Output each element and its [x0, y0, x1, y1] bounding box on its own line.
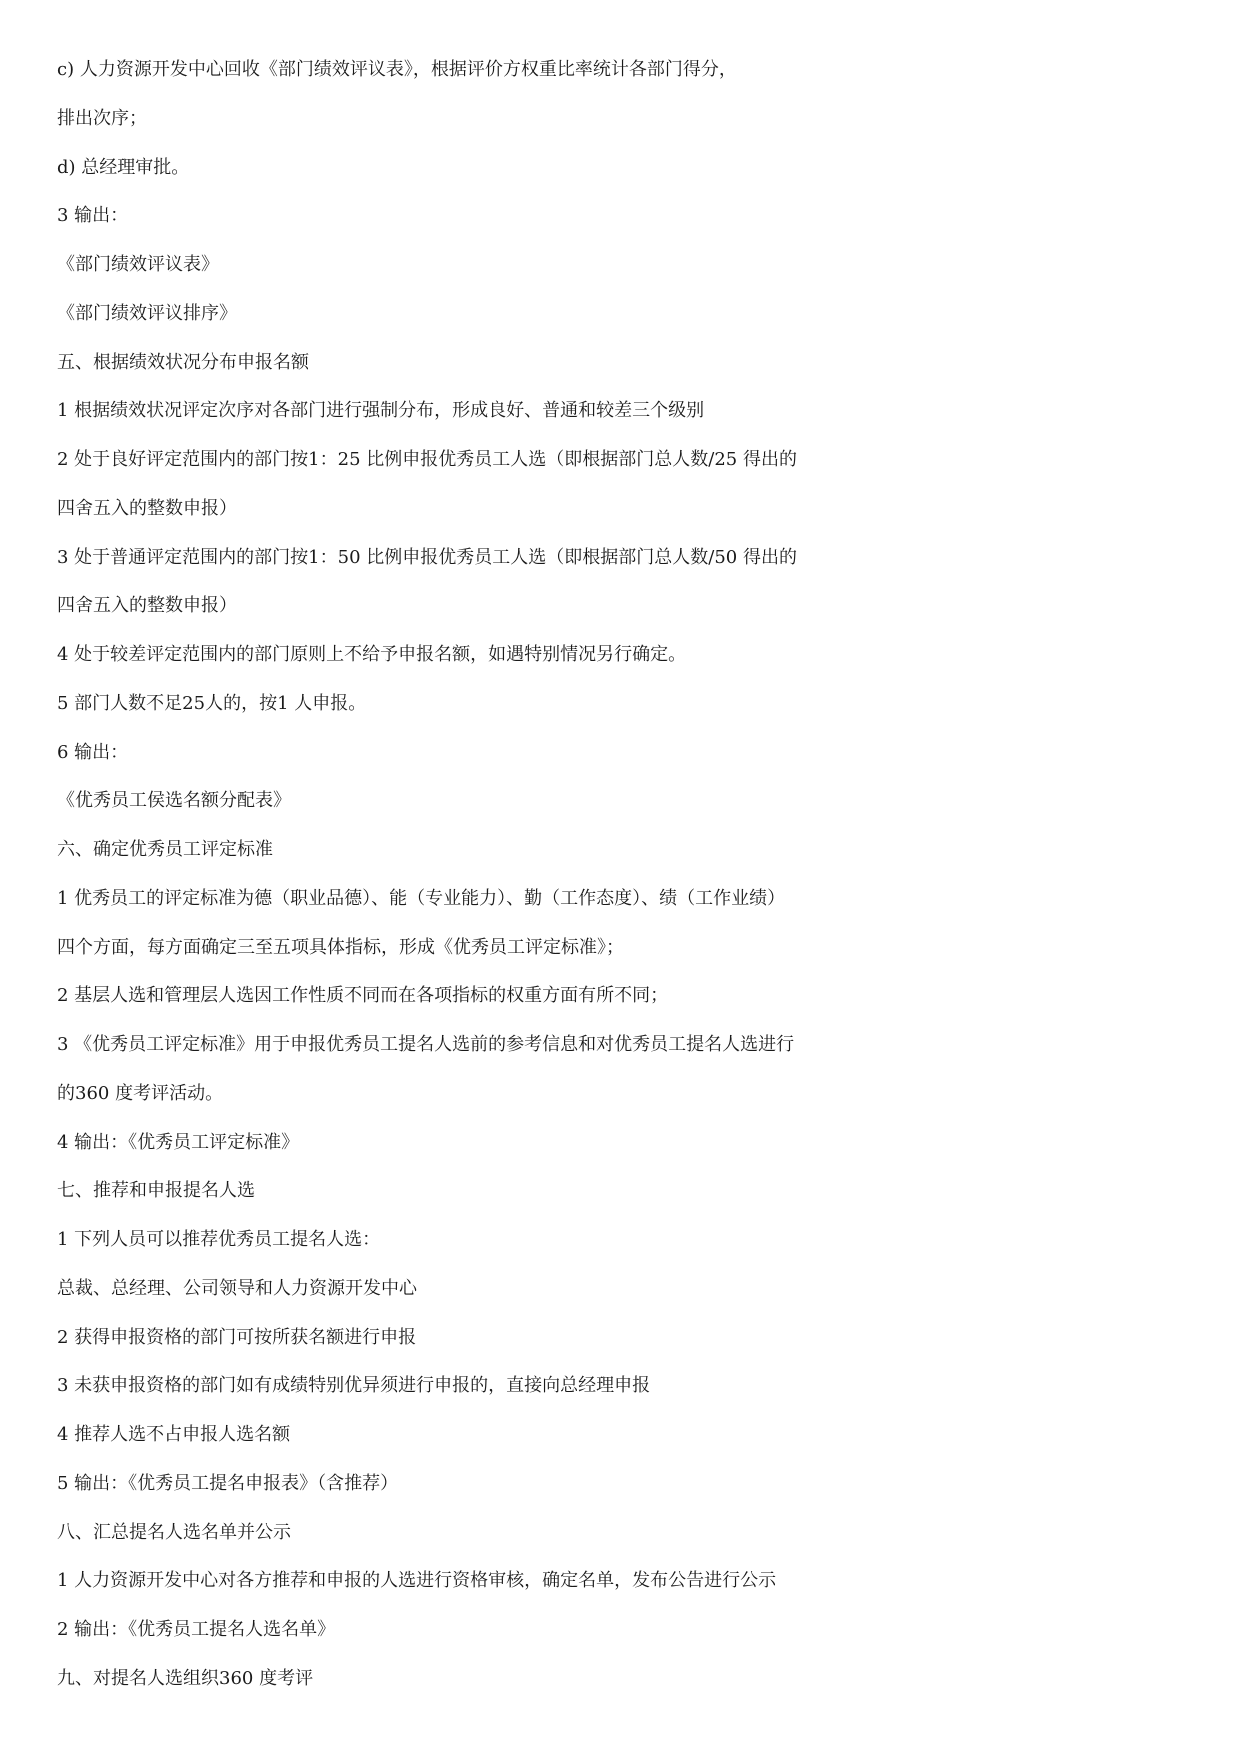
text-line: 2 处于良好评定范围内的部门按1：25 比例申报优秀员工人选（即根据部门总人数/25 得出的	[57, 449, 797, 470]
text-line: 1 下列人员可以推荐优秀员工提名人选：	[57, 1229, 381, 1250]
text-line: 4 处于较差评定范围内的部门原则上不给予申报名额，如遇特别情况另行确定。	[57, 644, 687, 665]
text-line: 5 部门人数不足25人的，按1 人申报。	[57, 692, 367, 714]
text-line: 4 输出：《优秀员工评定标准》	[57, 1131, 300, 1153]
text-line: 2 获得申报资格的部门可按所获名额进行申报	[57, 1326, 417, 1348]
text-line: 四舍五入的整数申报）	[57, 595, 237, 617]
text-line: 排出次序；	[57, 107, 147, 129]
section-heading: 五、根据绩效状况分布申报名额	[57, 351, 309, 373]
section-heading: 六、确定优秀员工评定标准	[57, 839, 273, 860]
text-line: 4 推荐人选不占申报人选名额	[57, 1424, 291, 1445]
text-line: 总裁、总经理、公司领导和人力资源开发中心	[57, 1277, 417, 1299]
text-line: 3 《优秀员工评定标准》用于申报优秀员工提名人选前的参考信息和对优秀员工提名人选进行	[57, 1034, 795, 1055]
document-body	[57, 58, 1177, 1716]
text-line: 1 根据绩效状况评定次序对各部门进行强制分布，形成良好、普通和较差三个级别	[57, 400, 705, 422]
text-line: 的360 度考评活动。	[57, 1082, 224, 1104]
text-line: 6 输出：	[57, 741, 129, 763]
text-line: 1 优秀员工的评定标准为德（职业品德）、能（专业能力）、勤（工作态度）、绩（工作业绩）	[57, 887, 786, 909]
text-line: c) 人力资源开发中心回收《部门绩效评议表》，根据评价方权重比率统计各部门得分，	[57, 59, 737, 80]
text-line: d) 总经理审批。	[57, 156, 190, 178]
text-line: 1 人力资源开发中心对各方推荐和申报的人选进行资格审核，确定名单，发布公告进行公示	[57, 1570, 777, 1592]
section-heading: 八、汇总提名人选名单并公示	[57, 1521, 291, 1543]
text-line: 5 输出：《优秀员工提名申报表》（含推荐）	[57, 1472, 399, 1494]
text-line: 《部门绩效评议排序》	[57, 302, 237, 324]
section-heading: 七、推荐和申报提名人选	[57, 1180, 255, 1202]
text-line: 四个方面，每方面确定三至五项具体指标，形成《优秀员工评定标准》；	[57, 936, 624, 958]
text-line: 2 基层人选和管理层人选因工作性质不同而在各项指标的权重方面有所不同；	[57, 985, 669, 1007]
text-line: 2 输出：《优秀员工提名人选名单》	[57, 1619, 336, 1640]
section-heading: 九、对提名人选组织360 度考评	[57, 1667, 314, 1689]
text-line: 3 未获申报资格的部门如有成绩特别优异须进行申报的，直接向总经理申报	[57, 1375, 651, 1397]
text-line: 《部门绩效评议表》	[57, 254, 219, 275]
text-line: 3 输出：	[57, 205, 129, 227]
text-line: 四舍五入的整数申报）	[57, 497, 237, 519]
text-line: 《优秀员工侯选名额分配表》	[57, 790, 291, 812]
text-line: 3 处于普通评定范围内的部门按1：50 比例申报优秀员工人选（即根据部门总人数/50 得出的	[57, 546, 797, 568]
